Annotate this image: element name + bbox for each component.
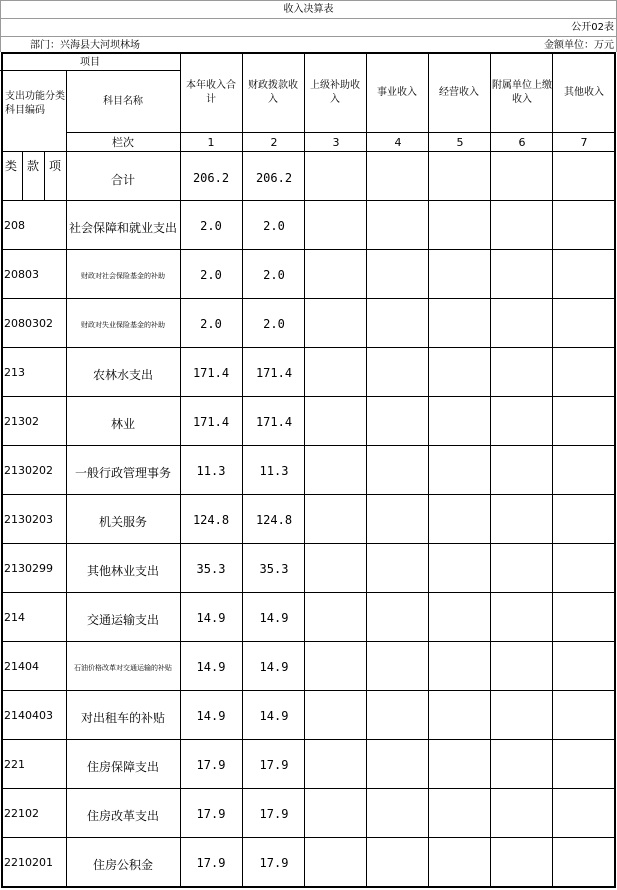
row-subject-name: 财政对失业保险基金的补助 <box>81 321 165 329</box>
header-subject-name: 科目名称 <box>103 96 143 107</box>
row-code: 221 <box>4 758 25 771</box>
row-code: 214 <box>4 611 25 624</box>
grid-line <box>242 52 243 887</box>
row-total-income: 2.0 <box>200 219 222 233</box>
row-subject-name: 机关服务 <box>98 515 147 529</box>
grid-line <box>366 52 367 887</box>
grid-line <box>1 200 614 201</box>
grid-line <box>66 132 614 133</box>
row-subject-name: 石油价格改革对交通运输的补贴 <box>74 664 172 672</box>
grid-line <box>180 52 181 887</box>
grid-line <box>1 347 614 348</box>
grid-line <box>1 592 614 593</box>
grid-line <box>0 70 180 71</box>
row-fiscal-income: 11.3 <box>259 464 289 478</box>
grid-line <box>44 151 45 201</box>
row-fiscal-income: 2.0 <box>263 219 285 233</box>
grid-line <box>552 52 553 887</box>
row-fiscal-income: 17.9 <box>259 758 289 772</box>
row-total-income: 2.0 <box>200 268 222 282</box>
header-fiscal-income: 财政拨款收入 <box>248 80 298 105</box>
grid-line <box>66 70 67 887</box>
row-fiscal-income: 17.9 <box>259 856 289 870</box>
header-lanci: 栏次 <box>112 136 134 149</box>
department-label: 部门：兴海县大河坝林场 <box>30 40 140 51</box>
row-subject-name: 住房公积金 <box>92 858 153 872</box>
row-fiscal-income: 14.9 <box>259 611 289 625</box>
grid-line <box>1 837 614 838</box>
row-total-income: 17.9 <box>196 856 226 870</box>
row-total-income: 17.9 <box>196 807 226 821</box>
row-fiscal-income: 2.0 <box>263 268 285 282</box>
grid-line <box>1 887 614 888</box>
unit-label: 金额单位：万元 <box>544 40 614 51</box>
grid-line <box>1 641 614 642</box>
row-subject-name: 住房改革支出 <box>86 809 159 823</box>
row-fiscal-income: 171.4 <box>255 366 293 380</box>
colnum-6: 6 <box>518 136 526 149</box>
grid-line <box>1 494 614 495</box>
row-total-income: 14.9 <box>196 660 226 674</box>
row-subject-name: 农林水支出 <box>92 368 153 382</box>
colnum-2: 2 <box>270 136 278 149</box>
row-subject-name: 社会保障和就业支出 <box>68 221 177 235</box>
row-fiscal-income: 14.9 <box>259 709 289 723</box>
row-subject-name: 对出租车的补贴 <box>80 711 165 725</box>
header-lei: 类 <box>5 159 18 173</box>
grid-line <box>490 52 491 887</box>
table-title: 收入决算表 <box>283 4 334 15</box>
grid-line <box>1 690 614 691</box>
grid-line <box>1 249 614 250</box>
row-fiscal-income: 124.8 <box>255 513 293 527</box>
grid-line <box>1 543 614 544</box>
row-subject-name: 住房保障支出 <box>86 760 159 774</box>
header-affiliated-income: 附属单位上缴收入 <box>492 80 552 105</box>
grid-line <box>428 52 429 887</box>
row-code: 208 <box>4 219 25 232</box>
row-subject-name: 林业 <box>110 417 135 431</box>
colnum-7: 7 <box>580 136 588 149</box>
row-total-income: 35.3 <box>196 562 226 576</box>
header-operating-income: 经营收入 <box>439 87 479 98</box>
header-superior-income: 上级补助收入 <box>310 80 360 105</box>
total-row-fiscal: 206.2 <box>255 171 293 185</box>
row-code: 22102 <box>4 807 39 820</box>
row-total-income: 14.9 <box>196 611 226 625</box>
row-code: 2130203 <box>4 513 53 526</box>
grid-line <box>1 298 614 299</box>
colnum-4: 4 <box>394 136 402 149</box>
row-subject-name: 一般行政管理事务 <box>74 466 171 480</box>
row-total-income: 124.8 <box>192 513 230 527</box>
row-code: 2130299 <box>4 562 53 575</box>
row-total-income: 171.4 <box>192 366 230 380</box>
colnum-5: 5 <box>456 136 464 149</box>
row-code: 213 <box>4 366 25 379</box>
header-business-income: 事业收入 <box>377 87 417 98</box>
colnum-1: 1 <box>207 136 215 149</box>
row-code: 2210201 <box>4 856 53 869</box>
row-fiscal-income: 2.0 <box>263 317 285 331</box>
header-kuan: 款 <box>27 159 40 173</box>
form-number: 公开02表 <box>571 22 614 33</box>
grid-line <box>1 151 614 152</box>
total-row-label: 合计 <box>110 173 135 187</box>
grid-line <box>22 151 23 201</box>
row-code: 2080302 <box>4 317 53 330</box>
row-code: 2130202 <box>4 464 53 477</box>
row-code: 2140403 <box>4 709 53 722</box>
grid-line <box>304 52 305 887</box>
row-fiscal-income: 35.3 <box>259 562 289 576</box>
grid-line <box>1 396 614 397</box>
row-total-income: 2.0 <box>200 317 222 331</box>
grid-line <box>1 52 3 887</box>
header-total-income: 本年收入合计 <box>186 80 236 105</box>
row-fiscal-income: 171.4 <box>255 415 293 429</box>
row-code: 20803 <box>4 268 39 281</box>
row-fiscal-income: 14.9 <box>259 660 289 674</box>
grid-line <box>1 445 614 446</box>
row-total-income: 171.4 <box>192 415 230 429</box>
header-xiang: 项 <box>49 159 62 173</box>
row-code: 21302 <box>4 415 39 428</box>
row-total-income: 11.3 <box>196 464 226 478</box>
grid-line <box>1 52 614 54</box>
header-func-code: 支出功能分类科目编码 <box>5 91 65 116</box>
header-other-income: 其他收入 <box>564 87 604 98</box>
grid-line <box>614 52 616 888</box>
row-subject-name: 财政对社会保险基金的补助 <box>81 272 165 280</box>
row-total-income: 14.9 <box>196 709 226 723</box>
colnum-3: 3 <box>332 136 340 149</box>
row-subject-name: 其他林业支出 <box>86 564 159 578</box>
grid-line <box>1 886 614 887</box>
row-subject-name: 交通运输支出 <box>86 613 159 627</box>
row-total-income: 17.9 <box>196 758 226 772</box>
grid-line <box>1 788 614 789</box>
grid-line <box>1 739 614 740</box>
row-fiscal-income: 17.9 <box>259 807 289 821</box>
row-code: 21404 <box>4 660 39 673</box>
total-row-total: 206.2 <box>192 171 230 185</box>
header-item: 项目 <box>80 57 100 68</box>
